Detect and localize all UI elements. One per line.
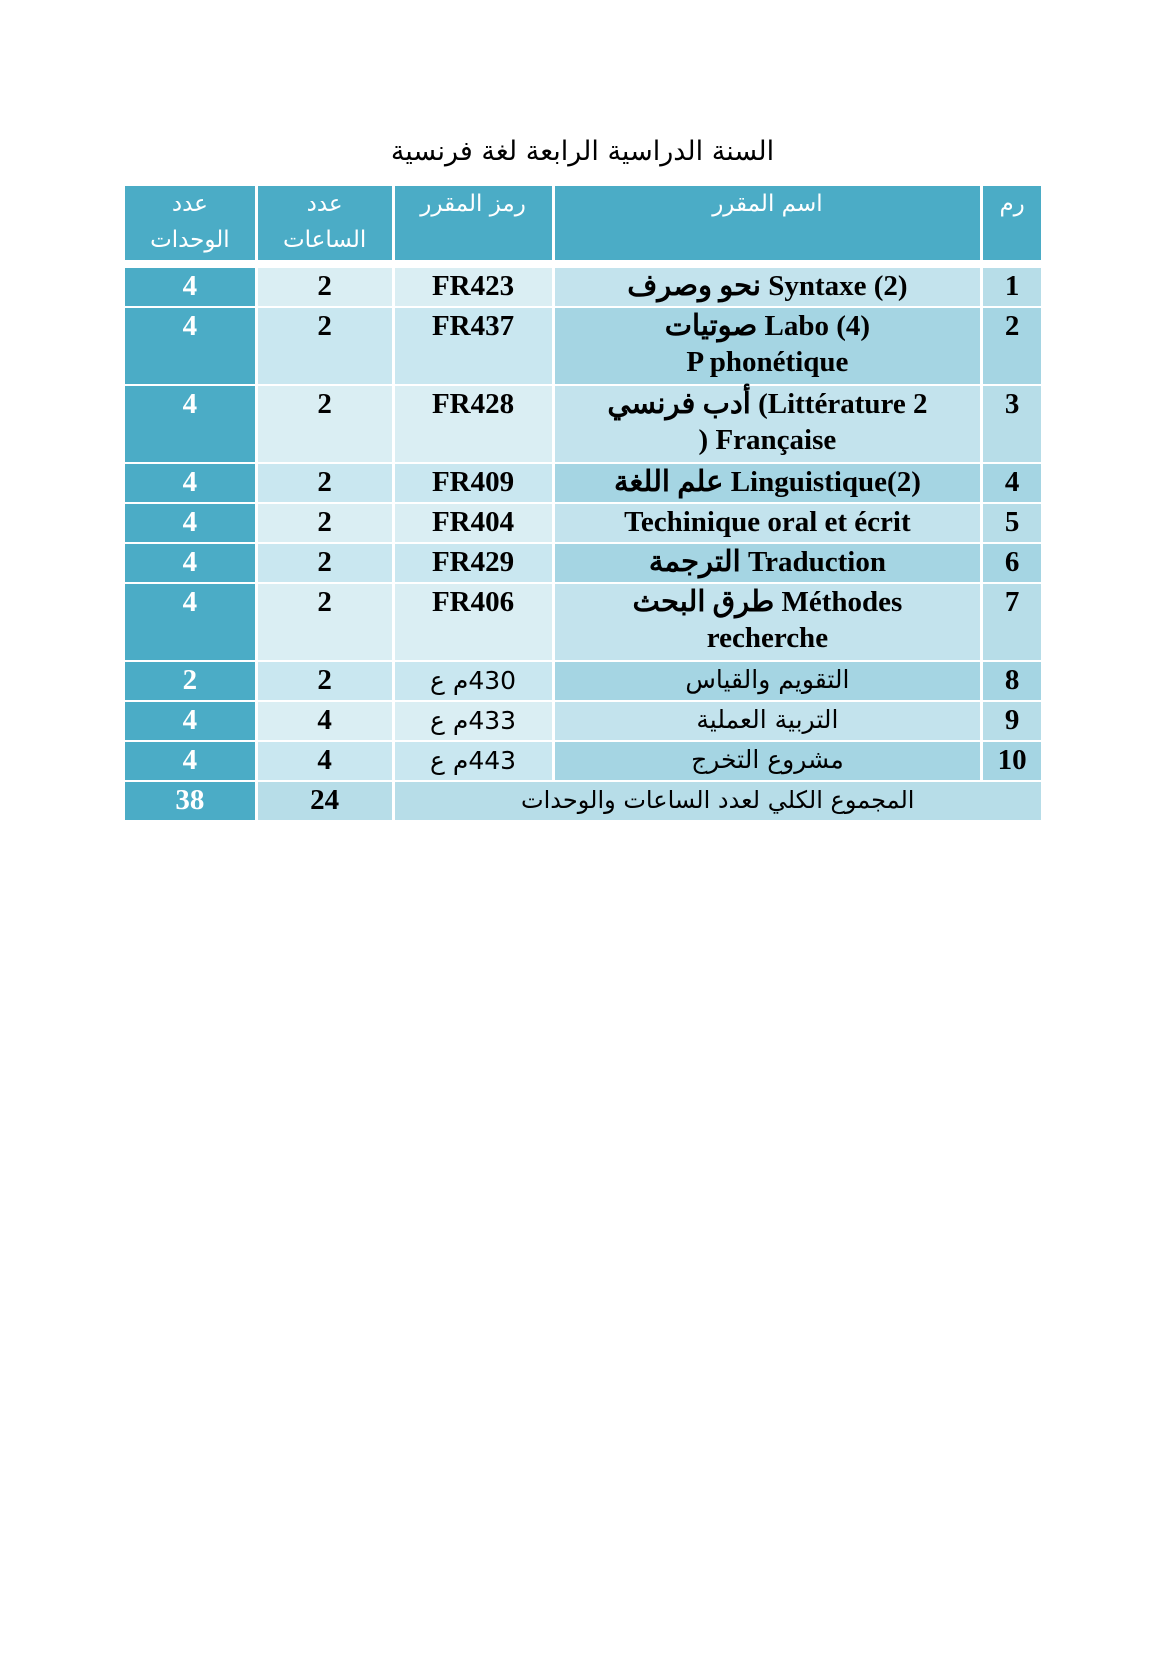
header-units-line1: عدد	[171, 191, 208, 217]
course-name	[555, 544, 981, 582]
course-units: 4	[125, 386, 255, 462]
row-num: 6	[983, 544, 1041, 582]
course-table	[122, 184, 1044, 822]
header-spacer	[125, 262, 1041, 266]
course-code: FR406	[395, 584, 552, 660]
header-units	[125, 186, 255, 260]
header-hours	[258, 186, 392, 260]
course-hours: 2	[258, 544, 392, 582]
table-row	[125, 268, 1041, 306]
course-name-line1: Techinique oral et écrit	[624, 506, 911, 538]
table-row	[125, 584, 1041, 660]
course-hours: 2	[258, 386, 392, 462]
header-hours-line1: عدد	[306, 191, 343, 217]
table-row	[125, 464, 1041, 502]
course-units: 2	[125, 662, 255, 700]
course-name-line1: Labo (4) صوتيات	[664, 310, 871, 342]
course-units: 4	[125, 742, 255, 780]
table-row	[125, 662, 1041, 700]
course-name	[555, 702, 981, 740]
total-label: المجموع الكلي لعدد الساعات والوحدات	[395, 782, 1041, 820]
row-num: 10	[983, 742, 1041, 780]
course-name-line1: التربية العملية	[696, 705, 839, 734]
total-units: 38	[125, 782, 255, 820]
table-row	[125, 742, 1041, 780]
course-name	[555, 386, 981, 462]
course-name	[555, 504, 981, 542]
course-hours: 4	[258, 742, 392, 780]
row-num: 1	[983, 268, 1041, 306]
course-code-text: 443م ع	[430, 746, 517, 775]
course-name-line1: Syntaxe (2) نحو وصرف	[627, 270, 908, 302]
course-name-line1: Méthodes طرق البحث	[632, 586, 903, 618]
table-row	[125, 702, 1041, 740]
course-units: 4	[125, 702, 255, 740]
header-hours-line2: الساعات	[282, 227, 367, 253]
course-hours: 2	[258, 268, 392, 306]
table-row	[125, 308, 1041, 384]
course-hours: 2	[258, 584, 392, 660]
header-course-name: اسم المقرر	[555, 186, 981, 260]
course-code	[395, 742, 552, 780]
header-num: رم	[983, 186, 1041, 260]
table-row	[125, 386, 1041, 462]
course-name	[555, 742, 981, 780]
course-code: FR429	[395, 544, 552, 582]
header-gap	[125, 262, 1041, 266]
course-name	[555, 662, 981, 700]
course-code	[395, 702, 552, 740]
total-row	[125, 782, 1041, 820]
table-row	[125, 544, 1041, 582]
course-code-text: 430م ع	[430, 666, 517, 695]
row-num: 8	[983, 662, 1041, 700]
course-name	[555, 308, 981, 384]
course-hours: 2	[258, 662, 392, 700]
course-code: FR437	[395, 308, 552, 384]
course-name	[555, 268, 981, 306]
row-num: 7	[983, 584, 1041, 660]
row-num: 2	[983, 308, 1041, 384]
table-row	[125, 504, 1041, 542]
course-name-line1: Littérature 2) أدب فرنسي	[607, 388, 928, 420]
row-num: 5	[983, 504, 1041, 542]
course-code	[395, 662, 552, 700]
course-name	[555, 584, 981, 660]
course-name	[555, 464, 981, 502]
course-units: 4	[125, 268, 255, 306]
course-name-line1: التقويم والقياس	[685, 665, 850, 694]
course-code: FR404	[395, 504, 552, 542]
header-course-code: رمز المقرر	[395, 186, 552, 260]
row-num: 9	[983, 702, 1041, 740]
course-hours: 2	[258, 308, 392, 384]
course-units: 4	[125, 464, 255, 502]
course-name-line2: Française (	[698, 424, 837, 456]
course-hours: 2	[258, 504, 392, 542]
course-code: FR409	[395, 464, 552, 502]
total-hours: 24	[258, 782, 392, 820]
course-units: 4	[125, 544, 255, 582]
header-row	[125, 186, 1041, 260]
page-title: السنة الدراسية الرابعة لغة فرنسية	[390, 136, 775, 167]
course-name-line1: Traduction الترجمة	[648, 546, 886, 578]
course-code-text: 433م ع	[430, 706, 517, 735]
row-num: 3	[983, 386, 1041, 462]
course-hours: 2	[258, 464, 392, 502]
course-units: 4	[125, 504, 255, 542]
course-units: 4	[125, 308, 255, 384]
course-name-line2: P phonétique	[686, 346, 849, 378]
course-code: FR423	[395, 268, 552, 306]
course-name-line1: مشروع التخرج	[691, 745, 844, 774]
header-units-line2: الوحدات	[150, 227, 230, 253]
course-units: 4	[125, 584, 255, 660]
row-num: 4	[983, 464, 1041, 502]
course-hours: 4	[258, 702, 392, 740]
course-name-line1: Linguistique(2) علم اللغة	[613, 466, 921, 498]
course-name-line2: recherche	[706, 622, 829, 654]
course-code: FR428	[395, 386, 552, 462]
